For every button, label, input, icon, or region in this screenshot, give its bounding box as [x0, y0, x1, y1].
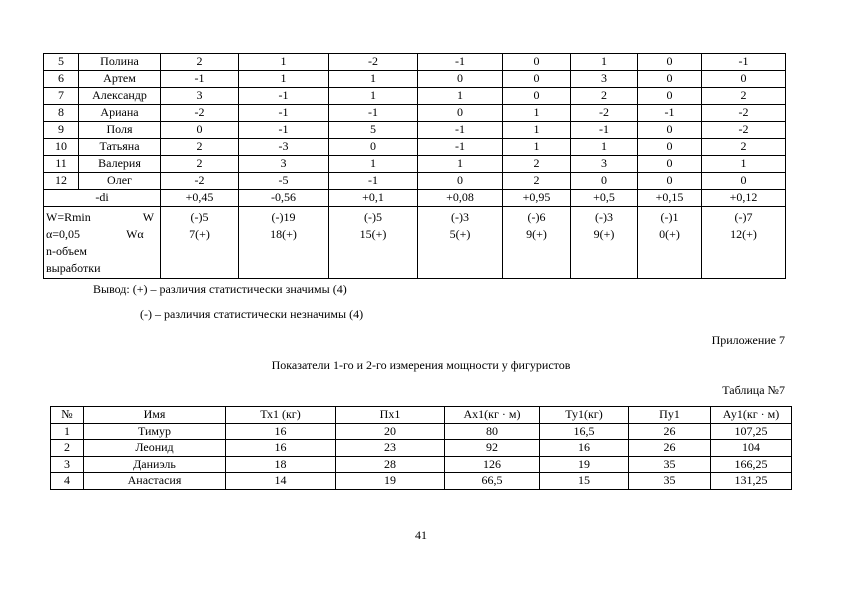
column-header: Ау1(кг · м) — [711, 407, 792, 424]
column-header: Ту1(кг) — [540, 407, 629, 424]
di-value: +0,95 — [503, 190, 571, 207]
table-cell: 9 — [44, 122, 79, 139]
table-cell: 0 — [638, 88, 702, 105]
w-rmin-value: (-)6 — [527, 210, 546, 224]
table-cell: 0 — [503, 71, 571, 88]
table-cell: 19 — [540, 456, 629, 473]
w-rmin-value: (-)7 — [734, 210, 753, 224]
table-cell: 0 — [329, 139, 418, 156]
w-rmin-value: (-)5 — [364, 210, 382, 224]
table-cell: 5 — [44, 54, 79, 71]
table-number: Таблица №7 — [722, 383, 785, 397]
w-value-cell — [239, 207, 329, 279]
table-cell: Валерия — [79, 156, 161, 173]
w-alpha-value: 15(+) — [359, 227, 387, 241]
table-cell: 2 — [702, 139, 786, 156]
table-row — [44, 139, 786, 156]
table-cell: -3 — [239, 139, 329, 156]
table-cell: Леонид — [84, 440, 226, 457]
w-rmin-value: (-)5 — [190, 210, 209, 224]
output-label: выработки — [46, 261, 101, 275]
table-cell: -5 — [239, 173, 329, 190]
w-alpha-value: 0(+) — [659, 227, 680, 241]
table-cell: -2 — [161, 105, 239, 122]
w-rmin-label: W=Rmin — [46, 210, 91, 224]
table-title: Показатели 1-го и 2-го измерения мощности у фигуристов — [271, 358, 571, 372]
table-cell: 14 — [226, 473, 336, 490]
table-cell: -2 — [702, 122, 786, 139]
w-rmin-value: (-)1 — [660, 210, 679, 224]
table-cell: 5 — [329, 122, 418, 139]
table-cell: -1 — [418, 139, 503, 156]
table-cell: -2 — [571, 105, 638, 122]
w-value-cell — [571, 207, 638, 279]
w-value-cell — [638, 207, 702, 279]
table-cell: 12 — [44, 173, 79, 190]
w-alpha-value: 12(+) — [730, 227, 757, 241]
table-cell: -1 — [239, 105, 329, 122]
table-cell: Олег — [79, 173, 161, 190]
table-cell: 19 — [336, 473, 445, 490]
di-value: +0,45 — [161, 190, 239, 207]
w-label: W — [142, 210, 155, 224]
table-cell: 0 — [638, 173, 702, 190]
table-cell: 92 — [445, 440, 540, 457]
di-row — [44, 190, 786, 207]
table-row — [44, 105, 786, 122]
page-number: 41 — [415, 528, 427, 542]
table-cell: Ариана — [79, 105, 161, 122]
table-cell: 166,25 — [711, 456, 792, 473]
table-cell: 0 — [161, 122, 239, 139]
table-row — [44, 88, 786, 105]
table-row — [44, 156, 786, 173]
table-cell: 1 — [571, 54, 638, 71]
table-cell: -1 — [418, 54, 503, 71]
di-value: -0,56 — [239, 190, 329, 207]
di-value: +0,5 — [571, 190, 638, 207]
table-cell: Татьяна — [79, 139, 161, 156]
table-cell: -1 — [702, 54, 786, 71]
table-cell: 0 — [638, 71, 702, 88]
table-cell: 1 — [239, 54, 329, 71]
table-cell: 1 — [503, 122, 571, 139]
power-measurement-table-body — [51, 407, 792, 490]
table-cell: 16,5 — [540, 423, 629, 440]
table-row — [44, 122, 786, 139]
table-cell: 28 — [336, 456, 445, 473]
w-rmin-value: (-)19 — [271, 210, 296, 224]
table-cell: Даниэль — [84, 456, 226, 473]
table-cell: 0 — [503, 54, 571, 71]
statistics-table-body — [44, 54, 786, 279]
table-cell: 2 — [503, 156, 571, 173]
table-cell: -1 — [239, 122, 329, 139]
table-cell: 107,25 — [711, 423, 792, 440]
table-cell: 2 — [161, 156, 239, 173]
table-cell: -1 — [571, 122, 638, 139]
w-value-cell — [503, 207, 571, 279]
di-value: +0,08 — [418, 190, 503, 207]
table-cell: Александр — [79, 88, 161, 105]
table-cell: 104 — [711, 440, 792, 457]
table-cell: 35 — [629, 456, 711, 473]
table-row — [44, 173, 786, 190]
w-value-cell — [329, 207, 418, 279]
table-cell: 0 — [702, 173, 786, 190]
table-cell: 1 — [418, 88, 503, 105]
table-cell: -2 — [702, 105, 786, 122]
table-cell: 1 — [418, 156, 503, 173]
column-header: Ах1(кг · м) — [445, 407, 540, 424]
table-cell: 7 — [44, 88, 79, 105]
table-cell: 1 — [702, 156, 786, 173]
table-cell: -2 — [161, 173, 239, 190]
table-cell: 0 — [418, 105, 503, 122]
n-volume-label: n-объем — [46, 244, 87, 258]
table-cell: 16 — [540, 440, 629, 457]
table-cell: 16 — [226, 440, 336, 457]
w-rmin-value: (-)3 — [451, 210, 469, 224]
table-cell: 2 — [161, 54, 239, 71]
table-cell: 1 — [329, 71, 418, 88]
statistics-table — [43, 53, 786, 279]
table-cell: 0 — [638, 122, 702, 139]
alpha-label: α=0,05 — [46, 227, 81, 241]
table-cell: Анастасия — [84, 473, 226, 490]
table-row — [44, 54, 786, 71]
table-cell: 1 — [329, 156, 418, 173]
table-cell: -1 — [239, 88, 329, 105]
table-cell: 1 — [571, 139, 638, 156]
table-cell: -1 — [329, 173, 418, 190]
column-header: Пх1 — [336, 407, 445, 424]
column-header: Имя — [84, 407, 226, 424]
column-header: № — [51, 407, 84, 424]
table-cell: 0 — [638, 156, 702, 173]
column-header: Тх1 (кг) — [226, 407, 336, 424]
table-cell: 2 — [702, 88, 786, 105]
w-alpha-value: 9(+) — [593, 227, 615, 241]
table-cell: 3 — [571, 71, 638, 88]
table-cell: -1 — [161, 71, 239, 88]
table-row — [51, 440, 792, 457]
table-cell: 66,5 — [445, 473, 540, 490]
table-cell: 4 — [51, 473, 84, 490]
w-alpha-label: Wα — [126, 227, 144, 241]
table-cell: -2 — [329, 54, 418, 71]
table-cell: 131,25 — [711, 473, 792, 490]
w-alpha-value: 5(+) — [449, 227, 471, 241]
table-cell: 23 — [336, 440, 445, 457]
w-alpha-value: 7(+) — [189, 227, 210, 241]
table-cell: 3 — [239, 156, 329, 173]
table-cell: 2 — [571, 88, 638, 105]
table-row — [51, 473, 792, 490]
table-cell: 20 — [336, 423, 445, 440]
table-cell: 11 — [44, 156, 79, 173]
table-cell: 35 — [629, 473, 711, 490]
di-label: -di — [44, 190, 161, 207]
table-cell: 0 — [702, 71, 786, 88]
di-value: +0,15 — [638, 190, 702, 207]
w-value-cell — [418, 207, 503, 279]
conclusion-significant: Вывод: (+) – различия статистически значимы (4) — [93, 282, 347, 296]
table-cell: Поля — [79, 122, 161, 139]
table-cell: 3 — [161, 88, 239, 105]
header-row — [51, 407, 792, 424]
table-cell: 1 — [329, 88, 418, 105]
w-alpha-value: 9(+) — [526, 227, 547, 241]
w-value-cell — [161, 207, 239, 279]
table-cell: 0 — [503, 88, 571, 105]
table-cell: 8 — [44, 105, 79, 122]
w-rmin-value: (-)3 — [595, 210, 613, 224]
table-cell: 1 — [239, 71, 329, 88]
table-cell: -1 — [329, 105, 418, 122]
table-cell: -1 — [418, 122, 503, 139]
di-value: +0,12 — [702, 190, 786, 207]
table-cell: 6 — [44, 71, 79, 88]
power-measurement-table — [50, 406, 792, 490]
table-row — [44, 71, 786, 88]
table-cell: 2 — [503, 173, 571, 190]
table-cell: 26 — [629, 423, 711, 440]
table-cell: 0 — [571, 173, 638, 190]
table-cell: 0 — [638, 54, 702, 71]
w-value-cell — [702, 207, 786, 279]
column-header: Пу1 — [629, 407, 711, 424]
table-cell: 0 — [638, 139, 702, 156]
table-row — [51, 423, 792, 440]
table-cell: 15 — [540, 473, 629, 490]
table-cell: 16 — [226, 423, 336, 440]
table-cell: Тимур — [84, 423, 226, 440]
table-cell: 10 — [44, 139, 79, 156]
table-cell: -1 — [638, 105, 702, 122]
conclusion-not-significant: (-) – различия статистически незначимы (4) — [140, 307, 364, 321]
w-criterion-row — [44, 207, 786, 279]
table-cell: 3 — [51, 456, 84, 473]
table-cell: 80 — [445, 423, 540, 440]
table-cell: 1 — [503, 105, 571, 122]
table-row — [51, 456, 792, 473]
table-cell: 0 — [418, 173, 503, 190]
table-cell: 0 — [418, 71, 503, 88]
table-cell: 126 — [445, 456, 540, 473]
w-criterion-labels — [44, 207, 161, 279]
table-cell: 2 — [161, 139, 239, 156]
w-alpha-value: 18(+) — [270, 227, 297, 241]
table-cell: 1 — [503, 139, 571, 156]
table-cell: 18 — [226, 456, 336, 473]
di-value: +0,1 — [329, 190, 418, 207]
table-cell: 1 — [51, 423, 84, 440]
table-cell: 2 — [51, 440, 84, 457]
table-cell: Артем — [79, 71, 161, 88]
table-cell: 26 — [629, 440, 711, 457]
table-cell: 3 — [571, 156, 638, 173]
appendix-label: Приложение 7 — [711, 333, 785, 347]
table-cell: Полина — [79, 54, 161, 71]
